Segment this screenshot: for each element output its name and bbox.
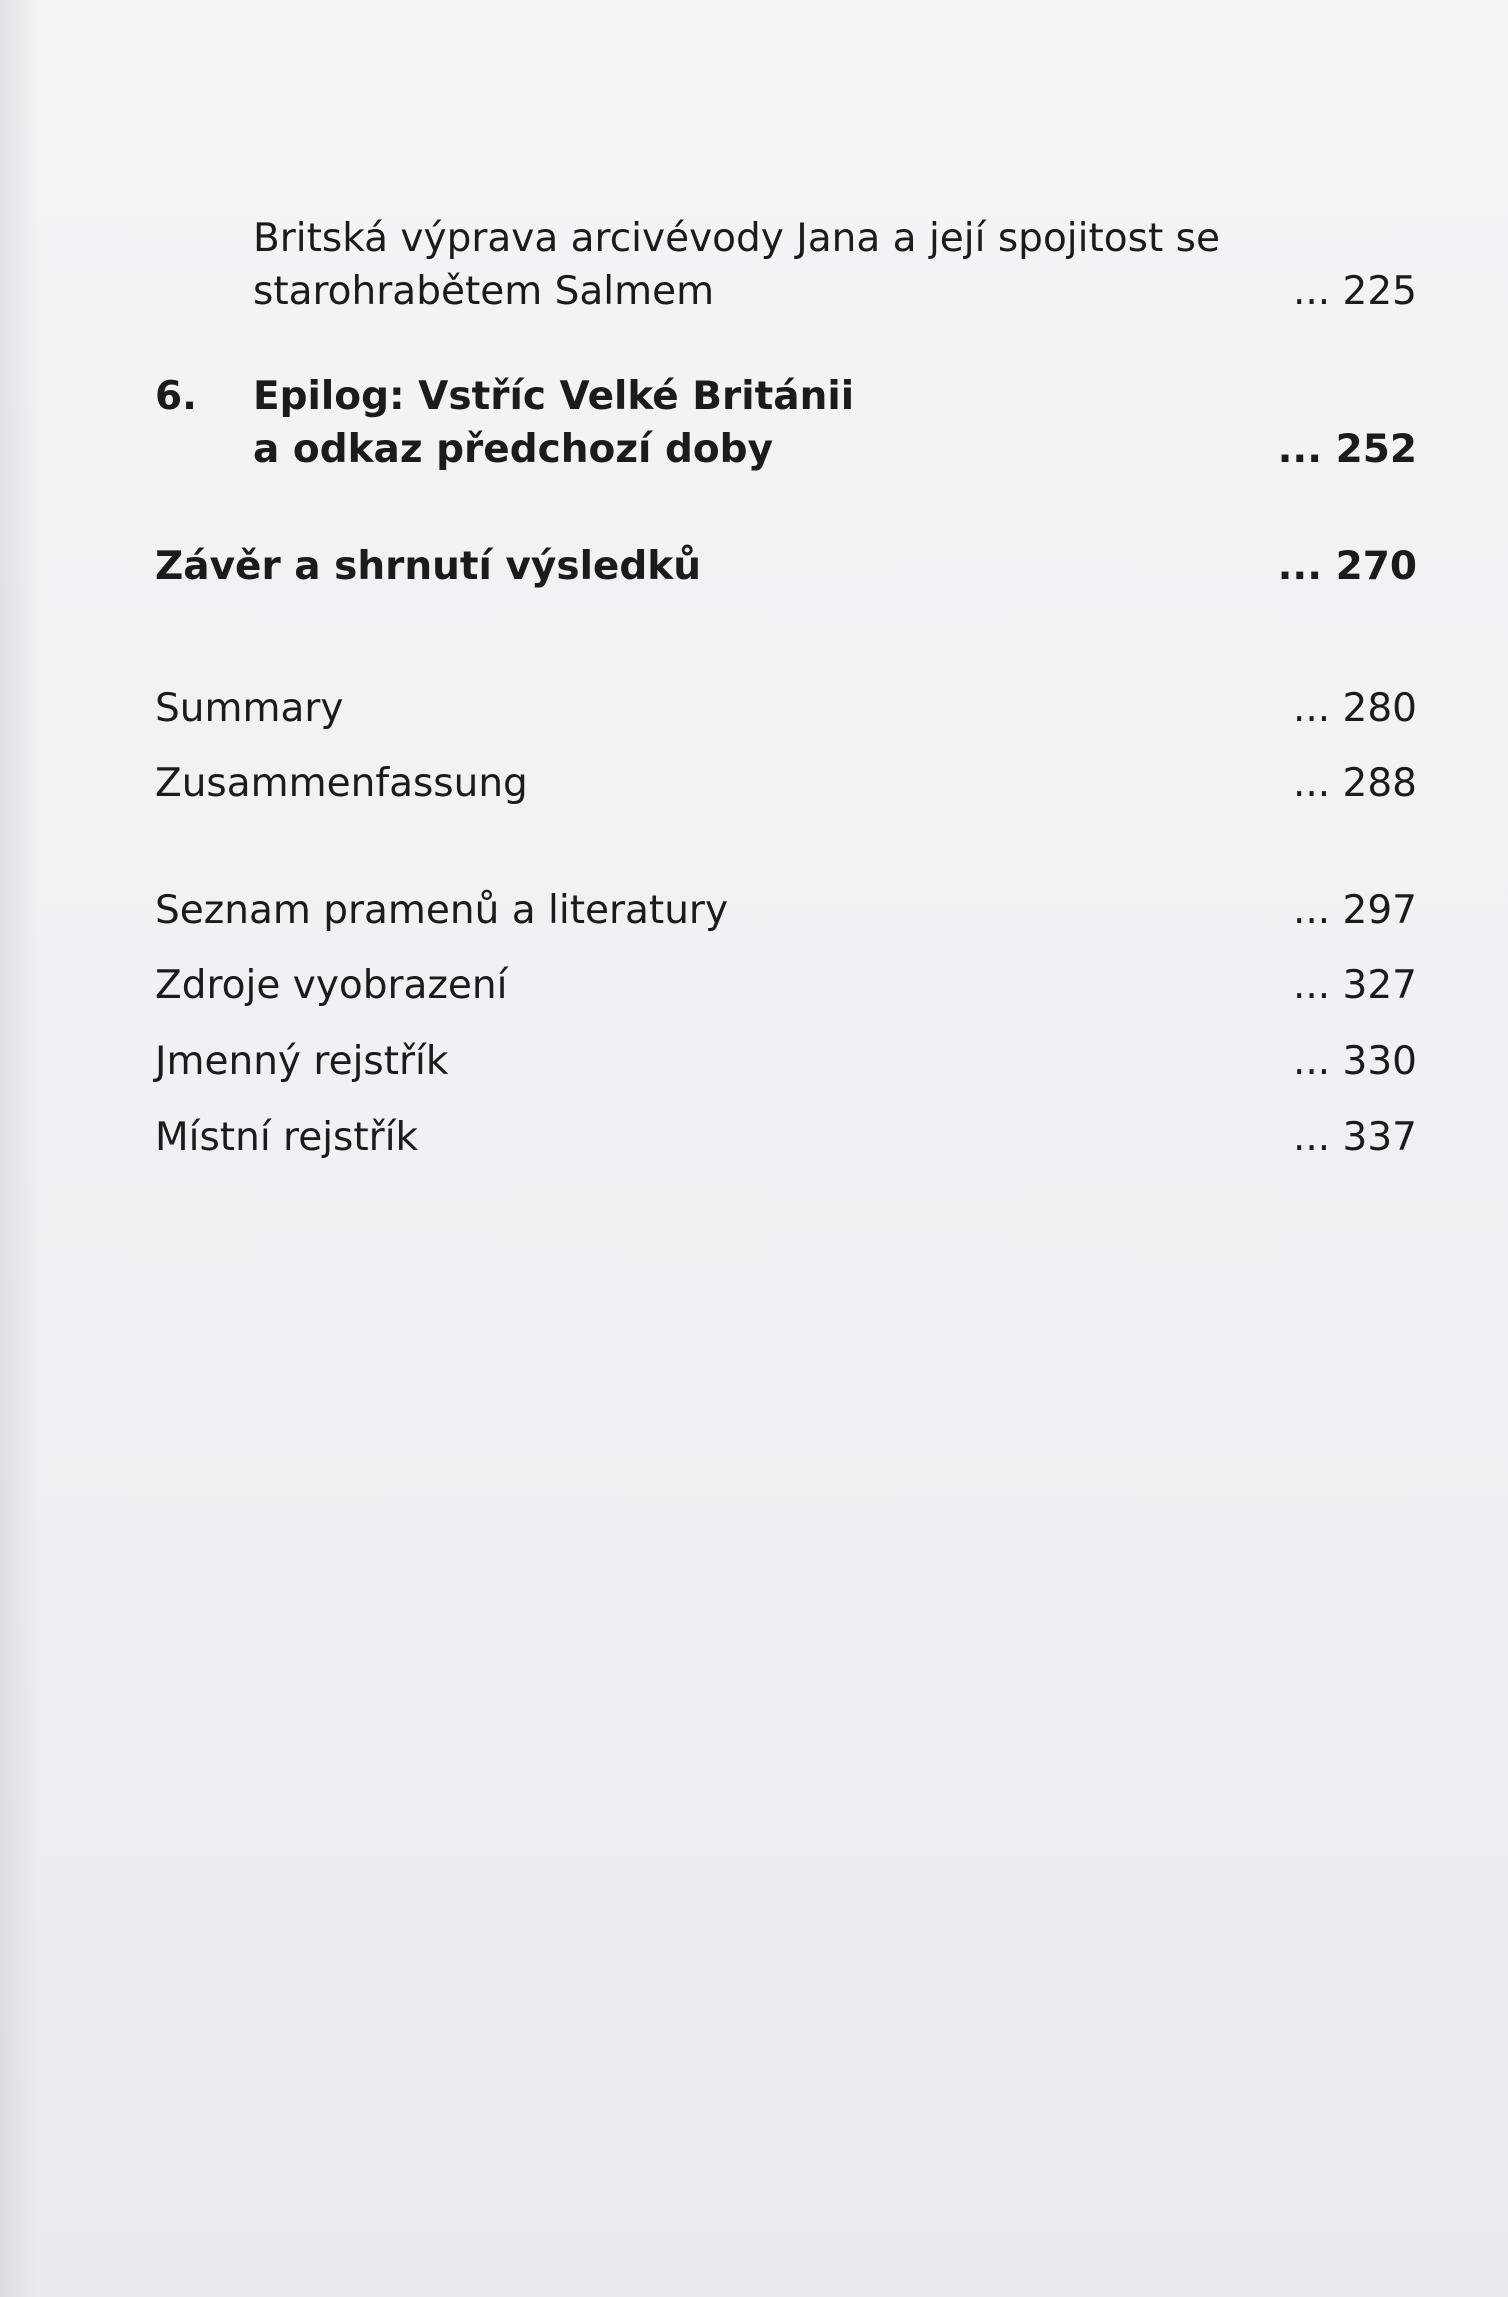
toc-entry-epilog: [155, 370, 1417, 476]
toc-entry-title: [253, 212, 1303, 318]
toc-entry-title: [155, 884, 1205, 937]
toc-entry-title: [155, 540, 1205, 593]
toc-entry-page-number: ... 330: [1292, 1039, 1417, 1084]
toc-entry-title: [155, 682, 1205, 735]
toc-entry-page-number: ... 297: [1292, 888, 1417, 933]
toc-entry-title-line: Závěr a shrnutí výsledků: [155, 544, 701, 589]
toc-entry-mistni-rejstrik: [155, 1111, 1417, 1164]
toc-entry-title: [155, 1035, 1205, 1088]
toc-entry-zdroje-vyobrazeni: [155, 959, 1417, 1012]
toc-entry-zaver: [155, 540, 1417, 593]
toc-entry-page-number: ... 280: [1292, 686, 1417, 731]
toc-entry-title-line: Epilog: Vstříc Velké Británii: [253, 374, 855, 419]
toc-entry-zusammenfassung: [155, 757, 1417, 810]
toc-entry-page-number: ... 288: [1292, 761, 1417, 806]
toc-entry-title: [155, 959, 1205, 1012]
page-shadow: [0, 0, 40, 2297]
toc-entry-page-number: ... 327: [1292, 963, 1417, 1008]
toc-entry-title-line: Summary: [155, 686, 344, 731]
toc-entry-title-line: Jmenný rejstřík: [155, 1039, 449, 1084]
toc-entry-title: [155, 757, 1205, 810]
toc-entry-page-number: ... 225: [1292, 269, 1417, 314]
toc-entry-title-line: Místní rejstřík: [155, 1115, 419, 1160]
toc-entry-title: [253, 370, 1303, 476]
toc-entry-page-number: ... 270: [1277, 544, 1417, 589]
toc-entry-title-line: starohrabětem Salmem: [253, 269, 715, 314]
toc-entry-page-number: ... 252: [1277, 427, 1417, 472]
toc-entry-chapter-number: 6.: [155, 374, 197, 419]
toc-entry-page-number: ... 337: [1292, 1115, 1417, 1160]
toc-entry-title-line: Seznam pramenů a literatury: [155, 888, 729, 933]
toc-entry-title-line: Zdroje vyobrazení: [155, 963, 508, 1008]
toc-entry-britska-vyprava: [155, 212, 1417, 318]
toc-entry-title-line: Zusammenfassung: [155, 761, 528, 806]
toc-entry-title-line: a odkaz předchozí doby: [253, 427, 774, 472]
toc-entry-seznam-pramenu: [155, 884, 1417, 937]
toc-entry-title: [155, 1111, 1205, 1164]
toc-entry-jmenny-rejstrik: [155, 1035, 1417, 1088]
toc-entry-title-line: Britská výprava arcivévody Jana a její spojitost se: [253, 216, 1220, 261]
toc-entry-summary: [155, 682, 1417, 735]
